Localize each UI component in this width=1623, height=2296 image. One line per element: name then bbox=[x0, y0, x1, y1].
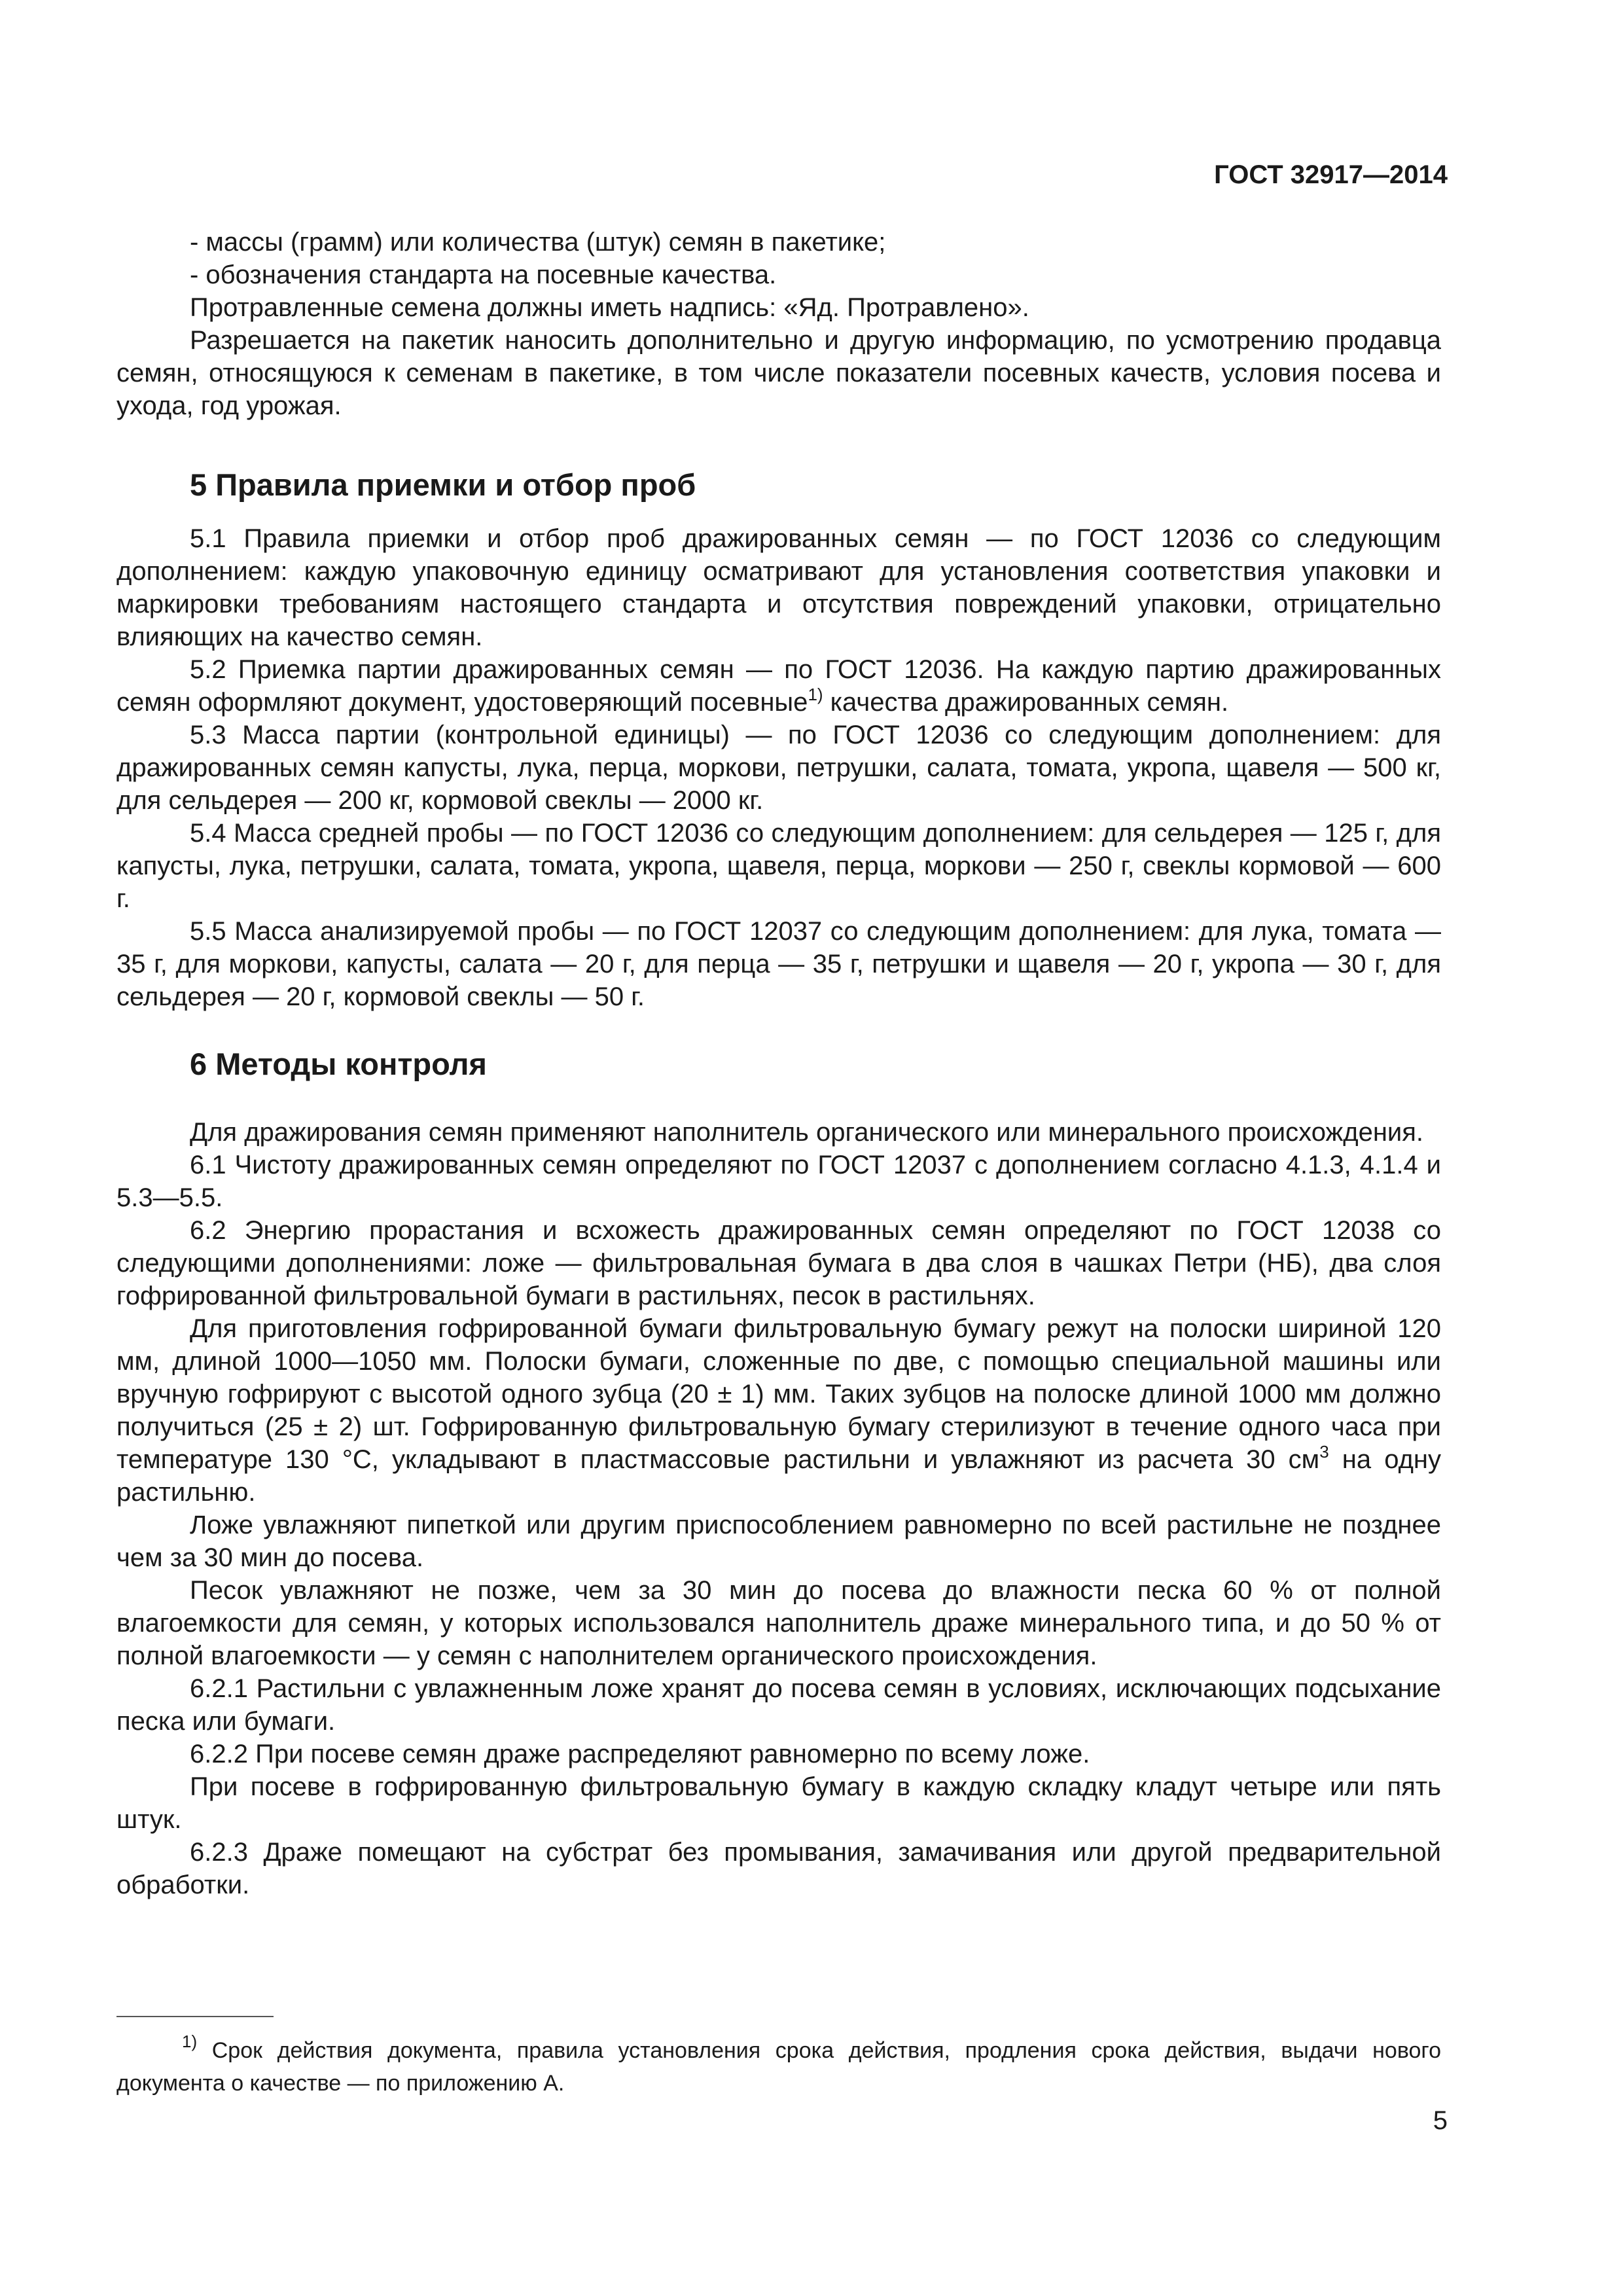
section-6-heading: 6 Методы контроля bbox=[190, 1047, 487, 1081]
clause-6-2: 6.2 Энергию прорастания и всхожесть дражированных семян определяют по ГОСТ 12038 со следующими дополнениями: ложе — фильтровальная бумага в два слоя в чашках Петри (НБ), два слоя гофрированной фильтровальной бумаги в растильнях, песок в растильнях. bbox=[116, 1216, 1441, 1310]
list-item: - массы (грамм) или количества (штук) семян в пакетике; bbox=[190, 228, 886, 257]
footnote-divider bbox=[116, 2016, 274, 2017]
clause-5-5: 5.5 Масса анализируемой пробы — по ГОСТ 12037 со следующим дополнением: для лука, томата — 35 г, для моркови, капусты, салата — 20 г, для перца — 35 г, петрушки и щавеля — 20 г, укропа — 30 г, для сельдерея — 20 г, кормовой свеклы — 50 г. bbox=[116, 917, 1441, 1011]
list-item: - обозначения стандарта на посевные качества. bbox=[190, 260, 777, 289]
section-5-heading: 5 Правила приемки и отбор проб bbox=[190, 467, 696, 502]
clause-5-4: 5.4 Масса средней пробы — по ГОСТ 12036 со следующим дополнением: для сельдерея — 125 г, для капусты, лука, петрушки, салата, томата, укропа, щавеля, перца, моркови — 250 г, свеклы кормовой — 600 г. bbox=[116, 819, 1441, 913]
footnote-marker: 1) bbox=[182, 2032, 198, 2051]
superscript: 3 bbox=[1319, 1442, 1329, 1462]
document-header: ГОСТ 32917—2014 bbox=[1214, 160, 1448, 189]
paragraph: Ложе увлажняют пипеткой или другим приспособлением равномерно по всей растильне не позднее чем за 30 мин до посева. bbox=[116, 1511, 1441, 1572]
paragraph: Протравленные семена должны иметь надпись: «Яд. Протравлено». bbox=[190, 293, 1029, 322]
clause-5-3: 5.3 Масса партии (контрольной единицы) — по ГОСТ 12036 со следующим дополнением: для дражированных семян капусты, лука, перца, моркови, петрушки, салата, томата, укропа, щавеля — 500 кг, для сельдерея — 200 кг, кормовой свеклы — 2000 кг. bbox=[116, 721, 1441, 815]
paragraph: Для приготовления гофрированной бумаги фильтровальную бумагу режут на полоски шириной 120 мм, длиной 1000—1050 мм. Полоски бумаги, сложенные по две, с помощью специальной машины или вручную гофрируют с высотой одного зубца (20 ± 1) мм. Таких зубцов на полоске длиной 1000 мм должно получиться (25 ± 2) шт. Гофрированную фильтровальную бумагу стерилизуют в течение одного часа при температуре 130 °С, укладывают в пластмассовые растильни и увлажняют из расчета 30 $см^3$ на одну растильню. bbox=[116, 1314, 1442, 1507]
clause-6-2-2: 6.2.2 При посеве семян драже распределяют равномерно по всему ложе. bbox=[190, 1740, 1090, 1768]
clause-6-2-3: 6.2.3 Драже помещают на субстрат без промывания, замачивания или другой предварительной обработки. bbox=[116, 1838, 1441, 1899]
page-body bbox=[116, 226, 1441, 1901]
page-number: 5 bbox=[1433, 2106, 1448, 2135]
footnote-ref: 1) bbox=[808, 685, 823, 704]
paragraph: При посеве в гофрированную фильтровальную бумагу в каждую складку кладут четыре или пять штук. bbox=[116, 1772, 1441, 1834]
clause-5-1: 5.1 Правила приемки и отбор проб дражированных семян — по ГОСТ 12036 со следующим дополнением: каждую упаковочную единицу осматривают для установления соответствия упаковки и маркировки требованиям настоящего стандарта и отсутствия повреждений упаковки, отрицательно влияющих на качество семян. bbox=[116, 524, 1441, 651]
paragraph: Для дражирования семян применяют наполнитель органического или минерального происхождения. bbox=[190, 1118, 1424, 1147]
clause-5-2: 5.2 Приемка партии дражированных семян — по ГОСТ 12036. На каждую партию дражированных семян оформляют документ, удостоверяющий посевные$^{1)}$ качества дражированных семян. bbox=[116, 655, 1441, 717]
clause-6-1: 6.1 Чистоту дражированных семян определяют по ГОСТ 12037 с дополнением согласно 4.1.3, 4.1.4 и 5.3—5.5. bbox=[116, 1151, 1441, 1212]
paragraph: Разрешается на пакетик наносить дополнительно и другую информацию, по усмотрению продавца семян, относящуюся к семенам в пакетике, в том числе показатели посевных качеств, условия посева и ухода, год урожая. bbox=[116, 326, 1441, 420]
clause-6-2-1: 6.2.1 Растильни с увлажненным ложе хранят до посева семян в условиях, исключающих подсыхание песка или бумаги. bbox=[116, 1674, 1441, 1736]
footnote: $^{1)}$ Срок действия документа, правила установления срока действия, продления срока действия, выдачи нового документа о качестве — по приложению А. bbox=[116, 2032, 1441, 2096]
paragraph: Песок увлажняют не позже, чем за 30 мин до посева до влажности песка 60 % от полной влагоемкости для семян, у которых использовался наполнитель драже минерального типа, и до 50 % от полной влагоемкости — у семян с наполнителем органического происхождения. bbox=[116, 1576, 1441, 1670]
